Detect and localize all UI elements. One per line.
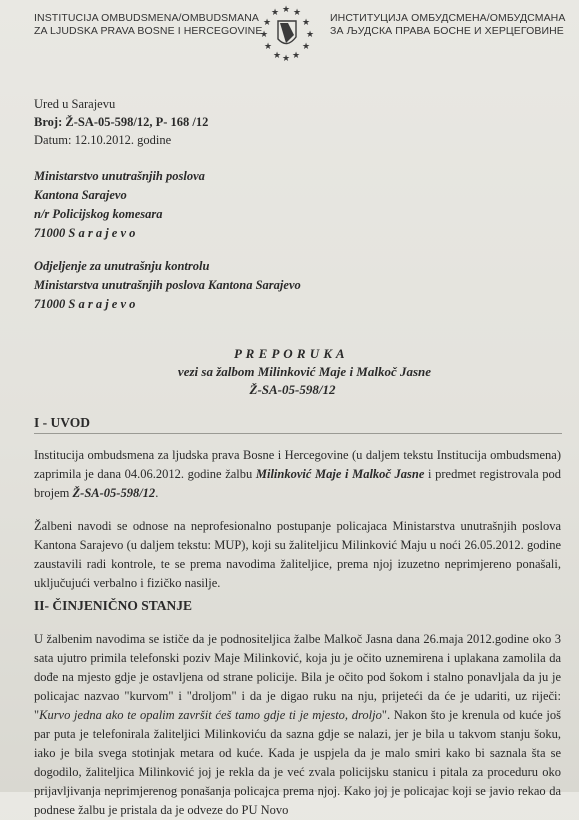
section1-heading: I - UVOD [34,415,90,430]
header-right-line2: ЗА ЉУДСКА ПРАВА БОСНЕ И ХЕРЦЕГОВИНЕ [330,25,564,37]
section1-paragraph1 [34,446,561,503]
office-place: Ured u Sarajevu [34,97,116,111]
section2-heading: II- ČINJENIČNO STANJE [34,598,193,613]
svg-text:★: ★ [263,18,272,28]
recipient1-line3: n/r Policijskog komesara [34,207,163,221]
s2p1-quote: Kurvo jedna ako te opalim završit ćeš tamo gdje ti je mjesto, droljo [39,708,382,722]
recipient2-line1: Odjeljenje za unutrašnju kontrolu [34,259,210,273]
svg-text:★: ★ [260,30,269,40]
section1-divider [34,433,562,434]
document-date: Datum: 12.10.2012. godine [34,133,172,147]
svg-text:★: ★ [302,18,311,28]
bih-coat-of-arms-icon [258,3,316,64]
recipient2-line2: Ministarstva unutrašnjih poslova Kantona Sarajevo [34,278,301,292]
recipient1-line1: Ministarstvo unutrašnjih poslova [34,169,205,183]
document-case-number: Ž-SA-05-598/12 [249,382,336,397]
svg-text:★: ★ [273,51,282,61]
svg-text:★: ★ [271,8,280,18]
header-left-line1: INSTITUCIJA OMBUDSMENA/OMBUDSMANA [34,12,259,24]
recipient1-line2: Kantona Sarajevo [34,188,127,202]
svg-text:★: ★ [292,51,301,61]
reference-number: Broj: Ž-SA-05-598/12, P- 168 /12 [34,115,209,129]
svg-text:★: ★ [293,8,302,18]
header-right [330,12,565,38]
s1p1-text-c: i predmet registrovala pod brojem [34,467,562,500]
svg-text:★: ★ [306,30,315,40]
section2-paragraph1 [34,630,561,817]
document-title: P R E P O R U K A [233,346,346,361]
svg-text:★: ★ [264,42,273,52]
document-subtitle: vezi sa žalbom Milinković Maje i Malkoč Jasne [177,364,432,379]
case-number-inline: Ž-SA-05-598/12 [72,486,156,500]
svg-text:★: ★ [302,42,311,52]
svg-text:★: ★ [282,5,291,15]
header-left [34,12,262,38]
complainants-names: Milinković Maje i Malkoč Jasne [255,467,425,481]
s2p1-text-b: ". Nakon što je krenula od kuće još par puta je telefonirala žaliteljici Milinkoviću da sazna gdje se nalazi, jer je bila u takvom stanju šoku, iako je bila svega stotinjak metara od kuće. Kada je uspjela da je malo smiri kako bi saznala šta se dogodilo, žaliteljica Milinković joj je rekla da je već zvala policijsku stanicu i pitala za proceduru oko prijavljivanja neprimjerenog ponašanja policajca prema njoj. Kako joj je policajac koji se javio rekao da podnese žalbu je pristala da je odveze do PU Novo [34,708,561,817]
section1-paragraph2: Žalbeni navodi se odnose na neprofesionalno postupanje policajaca Ministarstva unutrašnjih poslova Kantona Sarajevo (u daljem tekstu: MUP), koji su žaliteljicu Milinković Maju u noći 26.05.2012. godine zaustavili radi kontrole, te se prema navodima žaliteljice, prema njoj izuzetno neprimjereno ponašali, uključujući verbalno i fizičko nasilje. [34,519,561,590]
header-right-line1: ИНСТИТУЦИЈА ОМБУДСМЕНА/ОМБУДСМАНА [330,12,566,24]
recipient1-line4: 71000 S a r a j e v o [34,226,136,240]
recipient2-line3: 71000 S a r a j e v o [34,297,136,311]
s1p1-text-e: . [155,486,159,500]
header-left-line2: ZA LJUDSKA PRAVA BOSNE I HERCEGOVINE [34,25,263,37]
s1p1-text-a: Institucija ombudsmena za ljudska prava Bosne i Hercegovine (u daljem tekstu Institucija ombudsmena) zaprimila je dana 04.06.2012. godine žalbu [34,448,561,481]
s2p1-text-a: U žalbenim navodima se ističe da je podnositeljica žalbe Malkoč Jasna dana 26.maja 2012.godine oko 3 sata ujutro primila telefonski poziv Maje Milinković, koja ju je očito uznemirena i uplakana zamolila da dođe na mjesto gdje je ostavljena od strane policije. Bila je očito pod šokom i stalno ponavljala da ju je policajac nazvao "kurvom" i "droljom" i da je digao ruku na nju, prijeteći da će je udariti, uz riječi: " [34,632,561,722]
svg-text:★: ★ [282,54,291,64]
